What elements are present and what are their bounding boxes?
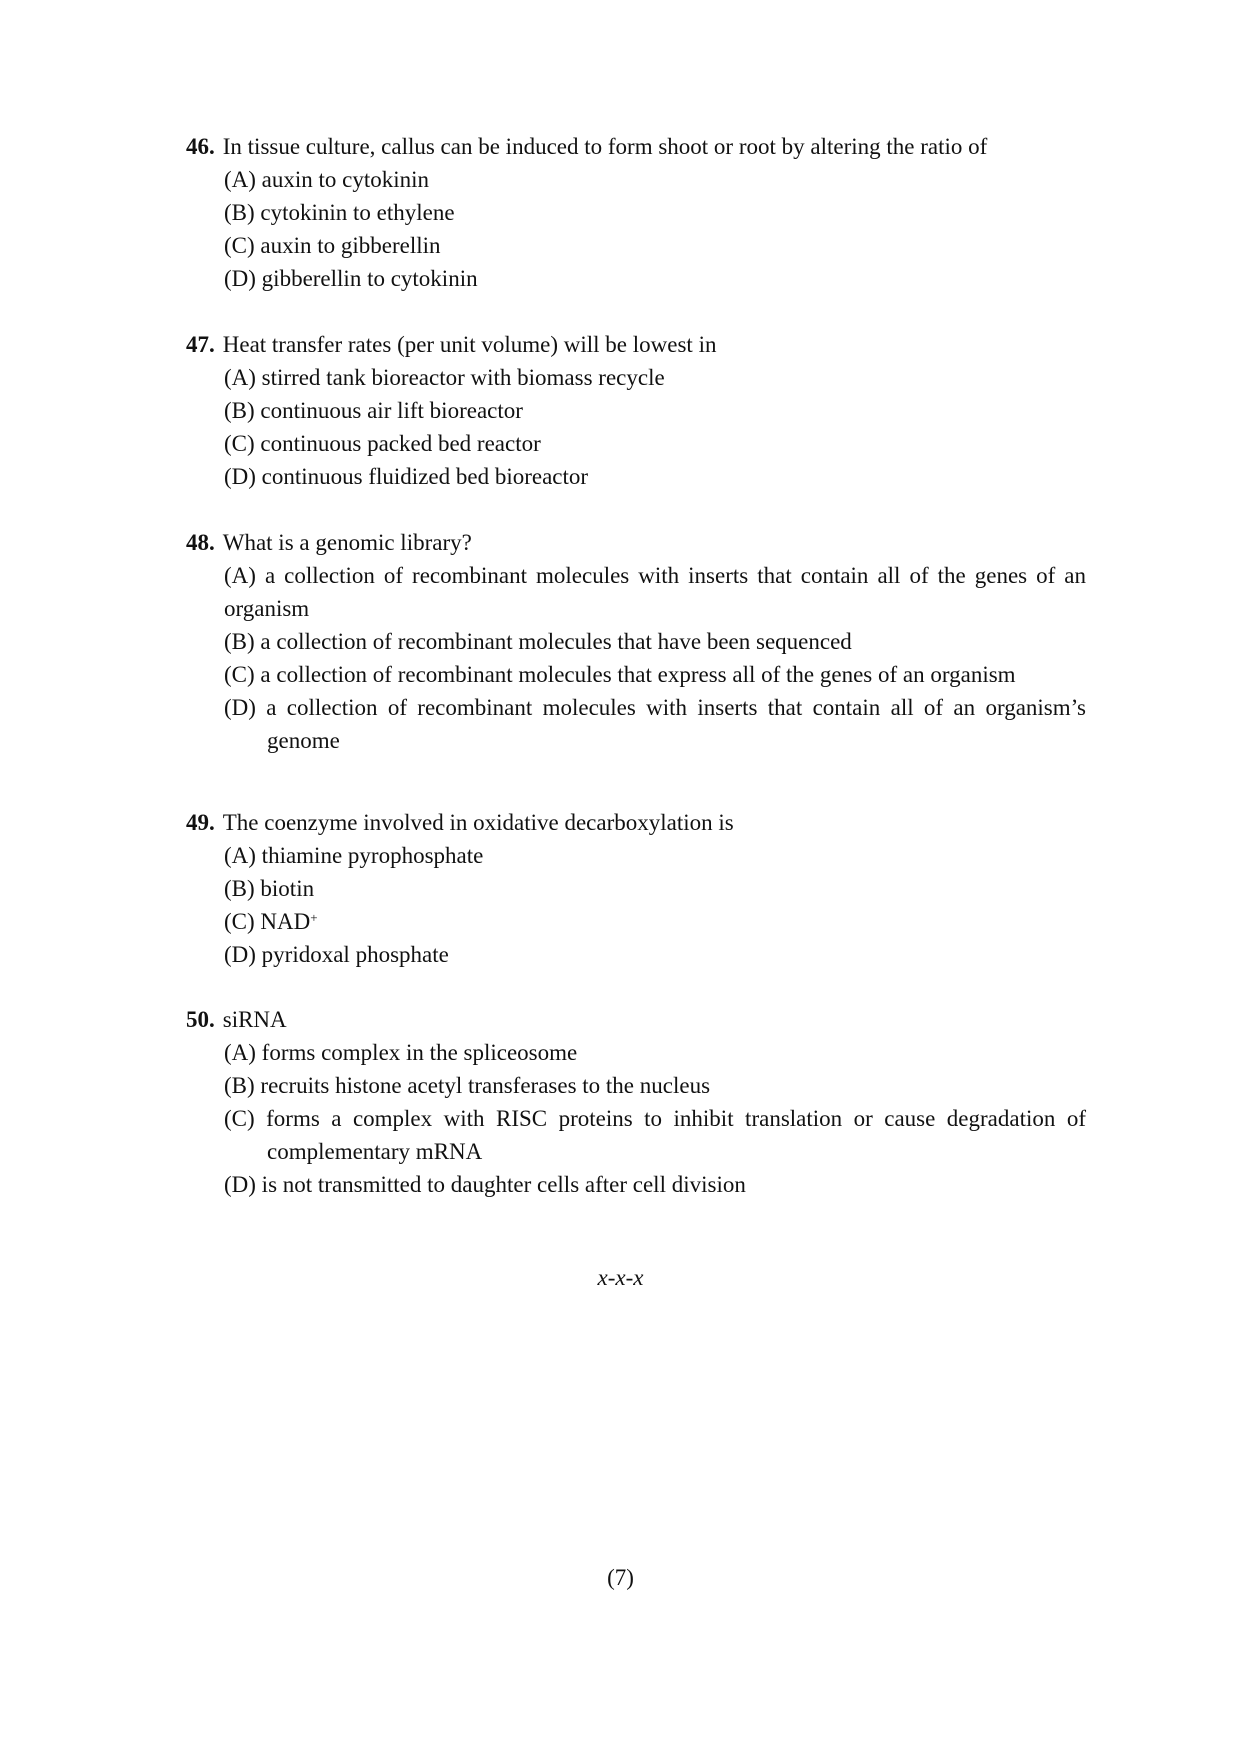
question-number: 48. bbox=[186, 530, 215, 555]
option-d: (D) gibberellin to cytokinin bbox=[224, 266, 478, 291]
question-stem bbox=[186, 130, 1086, 163]
option-a: (A) forms complex in the spliceosome bbox=[224, 1040, 578, 1065]
option-b: (B) cytokinin to ethylene bbox=[224, 200, 455, 225]
option-a: (A) stirred tank bioreactor with biomass recycle bbox=[224, 365, 665, 390]
option-d: (D) continuous fluidized bed bioreactor bbox=[224, 464, 589, 489]
question-number: 49. bbox=[186, 810, 215, 835]
end-mark: x-x-x bbox=[597, 1265, 644, 1290]
question-text: The coenzyme involved in oxidative decarboxylation is bbox=[222, 810, 734, 835]
question-text: Heat transfer rates (per unit volume) will be lowest in bbox=[222, 332, 717, 357]
option-c: (C) a collection of recombinant molecules that express all of the genes of an organism bbox=[224, 662, 1016, 687]
option-d: (D) is not transmitted to daughter cells after cell division bbox=[224, 1172, 746, 1197]
option-list bbox=[224, 361, 1086, 493]
option-d: (D) a collection of recombinant molecules with inserts that contain all of an organism’s genome bbox=[224, 695, 1086, 753]
option-c: (C) forms a complex with RISC proteins to inhibit translation or cause degradation of complementary mRNA bbox=[224, 1106, 1086, 1164]
question-text: siRNA bbox=[222, 1007, 287, 1032]
question-46 bbox=[186, 130, 1086, 295]
option-b: (B) biotin bbox=[224, 876, 315, 901]
option-d: (D) pyridoxal phosphate bbox=[224, 942, 449, 967]
option-b: (B) a collection of recombinant molecules that have been sequenced bbox=[224, 629, 852, 654]
question-50 bbox=[186, 1003, 1086, 1201]
option-list bbox=[224, 163, 1086, 295]
option-b: (B) continuous air lift bioreactor bbox=[224, 398, 523, 423]
option-a: (A) thiamine pyrophosphate bbox=[224, 843, 484, 868]
question-number: 50. bbox=[186, 1007, 215, 1032]
option-a: (A) auxin to cytokinin bbox=[224, 167, 430, 192]
option-c bbox=[224, 905, 1086, 938]
page-number: (7) bbox=[607, 1565, 634, 1590]
option-c: (C) auxin to gibberellin bbox=[224, 233, 441, 258]
question-text: In tissue culture, callus can be induced to form shoot or root by altering the ratio of bbox=[222, 134, 988, 159]
question-number: 46. bbox=[186, 134, 215, 159]
question-48 bbox=[186, 526, 1086, 757]
superscript-plus: + bbox=[310, 910, 318, 925]
question-stem bbox=[186, 1003, 1086, 1036]
question-text: What is a genomic library? bbox=[222, 530, 472, 555]
option-list bbox=[224, 559, 1086, 757]
option-c-text: (C) NAD bbox=[224, 909, 311, 934]
question-47 bbox=[186, 328, 1086, 493]
question-stem bbox=[186, 806, 1086, 839]
option-b: (B) recruits histone acetyl transferases to the nucleus bbox=[224, 1073, 711, 1098]
option-c: (C) continuous packed bed reactor bbox=[224, 431, 541, 456]
question-stem bbox=[186, 328, 1086, 361]
question-49 bbox=[186, 806, 1086, 971]
question-stem bbox=[186, 526, 1086, 559]
question-number: 47. bbox=[186, 332, 215, 357]
option-list bbox=[224, 839, 1086, 971]
option-list bbox=[224, 1036, 1086, 1201]
option-a: (A) a collection of recombinant molecules with inserts that contain all of the genes of an organism bbox=[224, 563, 1086, 621]
